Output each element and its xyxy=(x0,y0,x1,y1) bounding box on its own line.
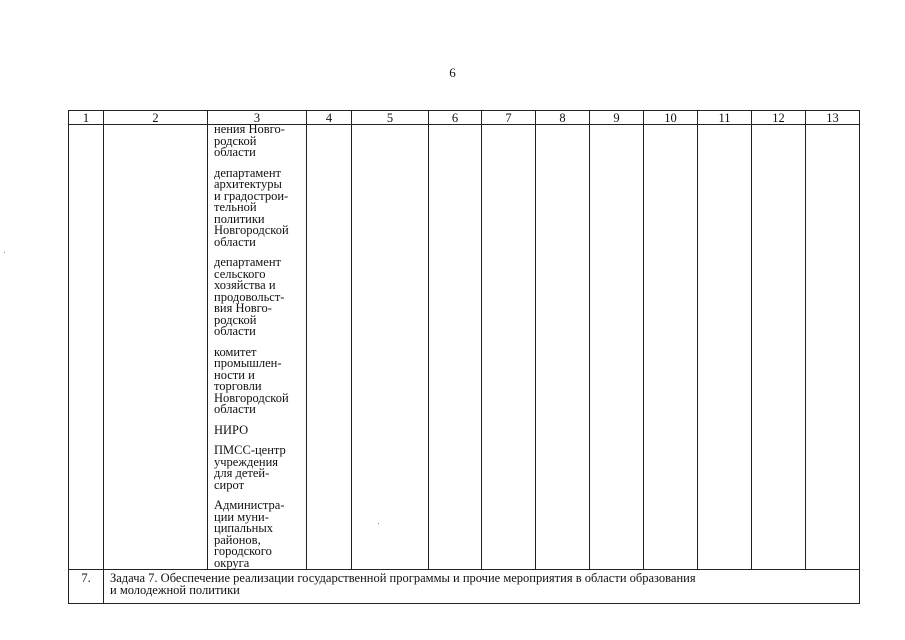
program-table xyxy=(68,110,860,604)
executor-line: округа xyxy=(214,555,250,570)
task-row xyxy=(69,570,860,604)
executor-line: хозяйства и xyxy=(214,278,276,292)
task-description xyxy=(104,570,860,604)
table-cell xyxy=(752,125,806,570)
executor-line: для детей- xyxy=(214,466,270,480)
executor-line: департамент xyxy=(214,165,282,180)
table-cell xyxy=(644,125,698,570)
executor-line: и градострои- xyxy=(214,188,289,203)
executor-entry xyxy=(214,344,303,416)
table-cell xyxy=(104,125,208,570)
executor-line: вия Новго- xyxy=(214,301,272,315)
executor-line: ципальных xyxy=(214,521,274,535)
executor-line: Новгородской xyxy=(214,223,289,237)
executor-entry xyxy=(214,500,303,569)
executor-line: области xyxy=(214,324,256,338)
executors-cell xyxy=(208,122,307,570)
column-header: 4 xyxy=(307,111,352,125)
task-text-line: и молодежной политики xyxy=(110,582,240,597)
table-row xyxy=(69,125,860,570)
executor-line: архитектуры xyxy=(214,177,282,191)
executor-line: области xyxy=(214,402,256,416)
executor-line: Новгородской xyxy=(214,390,289,405)
executor-entry xyxy=(214,445,303,491)
executor-entry xyxy=(214,257,303,338)
executor-line: ности и xyxy=(214,367,255,382)
column-header: 7 xyxy=(482,111,536,125)
executor-line: районов, xyxy=(214,532,261,547)
table-cell xyxy=(806,125,860,570)
executor-line: НИРО xyxy=(214,422,249,437)
table-cell xyxy=(482,125,536,570)
table-cell xyxy=(352,125,429,570)
executor-line: промышлен- xyxy=(214,356,282,370)
column-header: 11 xyxy=(698,111,752,125)
executor-line: политики xyxy=(214,211,265,226)
executor-line: области xyxy=(214,145,256,159)
column-header: 1 xyxy=(69,111,104,125)
executor-line: тельной xyxy=(214,200,257,214)
column-header: 10 xyxy=(644,111,698,125)
executor-line: комитет xyxy=(214,344,257,359)
executor-entry xyxy=(214,422,303,437)
executor-line: нения Новго- xyxy=(214,122,285,136)
column-header: 9 xyxy=(590,111,644,125)
executor-line: ции муни- xyxy=(214,509,269,524)
column-header: 5 xyxy=(352,111,429,125)
task-number: 7. xyxy=(69,570,104,604)
executor-line: сельского xyxy=(214,266,266,281)
column-header: 13 xyxy=(806,111,860,125)
executor-entry xyxy=(214,165,303,249)
executor-line: Администра- xyxy=(214,498,285,512)
scan-mark xyxy=(4,252,5,253)
page-number: 6 xyxy=(449,65,456,80)
column-header: 8 xyxy=(536,111,590,125)
executor-line: родской xyxy=(214,133,257,148)
task-text-line: Задача 7. Обеспечение реализации государственной программы и прочие мероприятия в области образования xyxy=(110,571,696,585)
table-cell xyxy=(307,125,352,570)
executor-line: продовольст- xyxy=(214,289,285,304)
executor-entry xyxy=(214,124,303,159)
table-cell xyxy=(590,125,644,570)
executor-line: родской xyxy=(214,312,257,327)
column-header: 3 xyxy=(208,111,307,125)
executor-line: городского xyxy=(214,544,272,558)
column-header: 6 xyxy=(429,111,482,125)
executor-line: учреждения xyxy=(214,454,279,469)
executor-line: области xyxy=(214,234,256,249)
table-cell xyxy=(69,125,104,570)
column-header: 12 xyxy=(752,111,806,125)
table-cell xyxy=(429,125,482,570)
executor-line: торговли xyxy=(214,379,262,393)
executor-line: сирот xyxy=(214,477,245,492)
table-cell xyxy=(698,125,752,570)
executor-line: департамент xyxy=(214,255,282,269)
executor-line: ПМСС-центр xyxy=(214,443,286,457)
table-cell xyxy=(536,125,590,570)
table-header-row xyxy=(69,111,860,125)
scan-mark xyxy=(378,523,379,524)
column-header: 2 xyxy=(104,111,208,125)
